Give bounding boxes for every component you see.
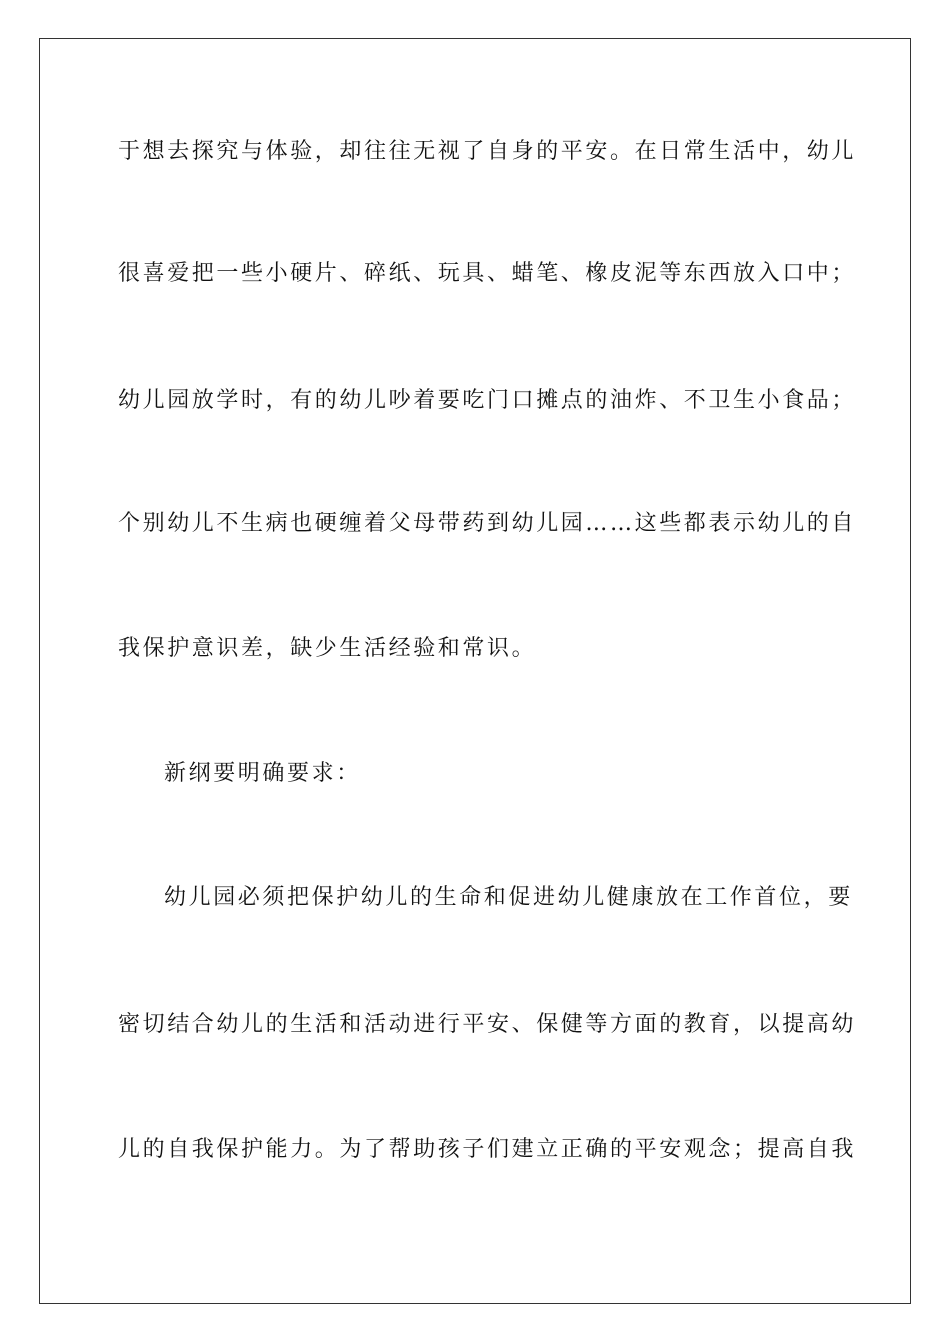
text-line: 我保护意识差，缺少生活经验和常识。 bbox=[118, 636, 537, 661]
text-line: 个别幼儿不生病也硬缠着父母带药到幼儿园……这些都表示幼儿的自 bbox=[118, 511, 857, 536]
text-line: 幼儿园必须把保护幼儿的生命和促进幼儿健康放在工作首位，要 bbox=[164, 885, 853, 910]
text-line: 很喜爱把一些小硬片、碎纸、玩具、蜡笔、橡皮泥等东西放入口中； bbox=[118, 261, 857, 286]
page-border bbox=[39, 38, 911, 1304]
text-line: 儿的自我保护能力。为了帮助孩子们建立正确的平安观念；提高自我 bbox=[118, 1137, 857, 1162]
paragraph-heading: 新纲要明确要求： bbox=[164, 761, 361, 786]
text-line: 于想去探究与体验，却往往无视了自身的平安。在日常生活中，幼儿 bbox=[118, 139, 857, 164]
text-line: 密切结合幼儿的生活和活动进行平安、保健等方面的教育，以提高幼 bbox=[118, 1012, 857, 1037]
text-line: 幼儿园放学时，有的幼儿吵着要吃门口摊点的油炸、不卫生小食品； bbox=[118, 388, 857, 413]
